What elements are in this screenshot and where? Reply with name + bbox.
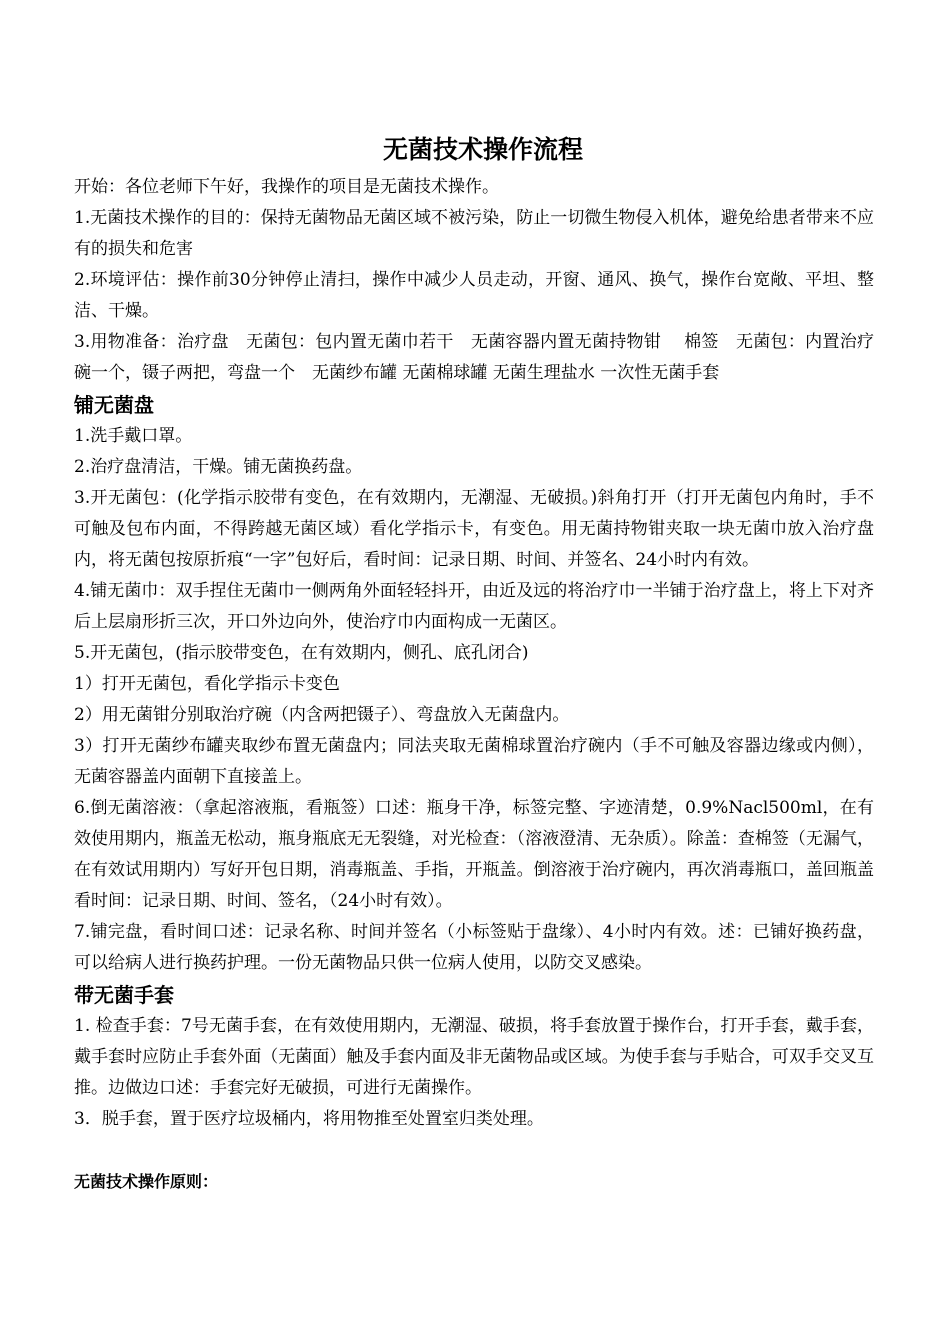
blank-line — [74, 1135, 874, 1166]
intro-opening: 开始：各位老师下午好，我操作的项目是无菌技术操作。 — [74, 177, 499, 197]
step-paragraph: 1. 检查手套：7号无菌手套，在有效使用期内，无潮湿、破损，将手套放置于操作台，打开手套，戴手套，戴手套时应防止手套外面（无菌面）触及手套内面及非无菌物品或区域。为使手套与手贴合，可双手交叉互推。边做边口述：手套完好无破损，可进行无菌操作。 — [74, 1016, 874, 1098]
substep-paragraph: 2）用无菌钳分别取治疗碗（内含两把镊子）、弯盘放入无菌盘内。 — [74, 705, 570, 725]
step-paragraph: 5.开无菌包，(指示胶带变色，在有效期内，侧孔、底孔闭合) — [74, 643, 529, 663]
document-title: 无菌技术操作流程 — [382, 135, 583, 164]
document-page — [74, 130, 874, 1197]
step-paragraph: 6.倒无菌溶液：（拿起溶液瓶，看瓶签）口述：瓶身干净，标签完整、字迹清楚，0.9%Nacl500ml，在有效使用期内，瓶盖无松动，瓶身瓶底无无裂缝，对光检查：（溶液澄清、无杂质）。除盖：查棉签（无漏气，在有效试用期内）写好开包日期，消毒瓶盖、手指，开瓶盖。倒溶液于治疗碗内，再次消毒瓶口，盖回瓶盖看时间：记录日期、时间、签名，（24小时有效）。 — [74, 798, 874, 911]
section-heading-sterile-tray: 铺无菌盘 — [74, 393, 154, 417]
step-paragraph: 7.铺完盘，看时间口述：记录名称、时间并签名（小标签贴于盘缘）、4小时内有效。述：已铺好换药盘，可以给病人进行换药护理。一份无菌物品只供一位病人使用，以防交叉感染。 — [74, 922, 874, 973]
section-heading-sterile-gloves: 带无菌手套 — [74, 983, 174, 1007]
step-paragraph: 3．脱手套，置于医疗垃圾桶内，将用物推至处置室归类处理。 — [74, 1109, 544, 1129]
step-paragraph: 2.治疗盘清洁，干燥。铺无菌换药盘。 — [74, 457, 363, 477]
intro-environment: 2.环境评估：操作前30分钟停止清扫，操作中减少人员走动，开窗、通风、换气，操作台宽敞、平坦、整洁、干燥。 — [74, 270, 874, 321]
substep-paragraph: 1）打开无菌包，看化学指示卡变色 — [74, 674, 340, 694]
substep-paragraph: 3）打开无菌纱布罐夹取纱布置无菌盘内；同法夹取无菌棉球置治疗碗内（手不可触及容器边缘或内侧），无菌容器盖内面朝下直接盖上。 — [74, 736, 874, 787]
intro-supplies: 3.用物准备：治疗盘 无菌包：包内置无菌巾若干 无菌容器内置无菌持物钳 棉签 无菌包：内置治疗碗一个，镊子两把，弯盘一个 无菌纱布罐 无菌棉球罐 无菌生理盐水 一次性无菌手套 — [74, 332, 874, 383]
step-paragraph: 1.洗手戴口罩。 — [74, 426, 193, 446]
intro-purpose: 1.无菌技术操作的目的：保持无菌物品无菌区域不被污染，防止一切微生物侵入机体，避免给患者带来不应有的损失和危害 — [74, 208, 874, 259]
principles-heading: 无菌技术操作原则： — [74, 1172, 219, 1191]
step-paragraph: 3.开无菌包：(化学指示胶带有变色，在有效期内，无潮湿、无破损。)斜角打开（打开无菌包内角时，手不可触及包布内面，不得跨越无菌区域）看化学指示卡，有变色。用无菌持物钳夹取一块无菌巾放入治疗盘内，将无菌包按原折痕“一字”包好后，看时间：记录日期、时间、并签名、24小时内有效。 — [74, 488, 874, 570]
step-paragraph: 4.铺无菌巾：双手捏住无菌巾一侧两角外面轻轻抖开，由近及远的将治疗巾一半铺于治疗盘上，将上下对齐后上层扇形折三次，开口外边向外，使治疗巾内面构成一无菌区。 — [74, 581, 874, 632]
